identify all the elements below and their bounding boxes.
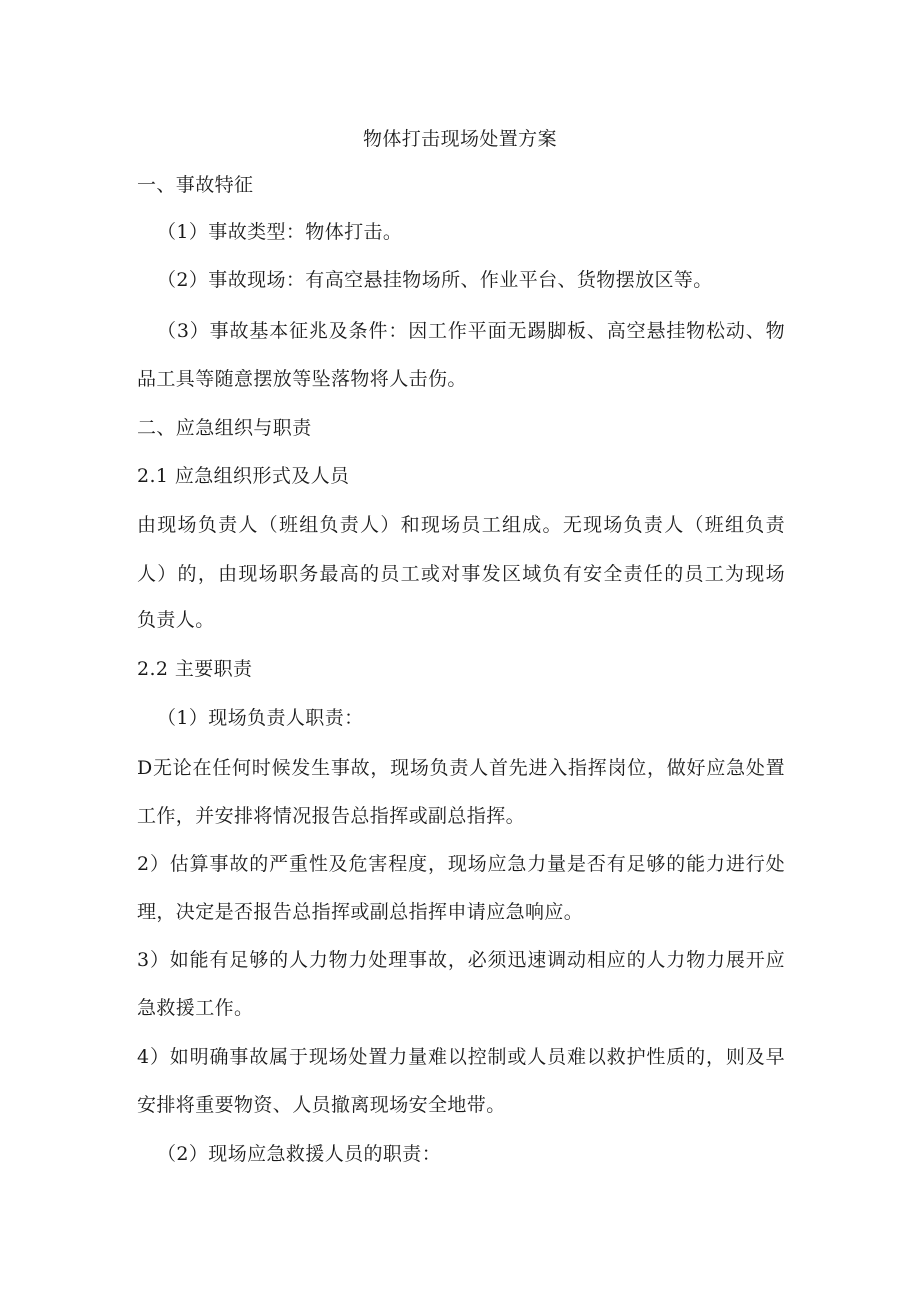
- duty-item-3-line1: 3）如能有足够的人力物力处理事故，必须迅速调动相应的人力物力展开应: [137, 949, 785, 971]
- section-heading-accident-features: 一、事故特征: [137, 174, 254, 196]
- paragraph-organization-line1: 由现场负责人（班组负责人）和现场员工组成。无现场负责人（班组负责: [137, 514, 785, 536]
- subheading-leader-duties: （1）现场负责人职责：: [157, 707, 364, 729]
- document-title: 物体打击现场处置方案: [362, 128, 557, 150]
- subheading-main-duties: 2.2 主要职责: [137, 658, 253, 680]
- duty-item-4-line2: 安排将重要物资、人员撤离现场安全地带。: [137, 1094, 506, 1116]
- duty-item-1-line1: D无论在任何时候发生事故，现场负责人首先进入指挥岗位，做好应急处置: [137, 757, 785, 779]
- duty-item-1-line2: 工作，并安排将情况报告总指挥或副总指挥。: [137, 805, 526, 827]
- paragraph-organization-line2: 人）的，由现场职务最高的员工或对事发区域负有安全责任的员工为现场: [137, 563, 785, 585]
- duty-item-3-line2: 急救援工作。: [137, 997, 254, 1019]
- subheading-organization-form: 2.1 应急组织形式及人员: [137, 465, 350, 487]
- duty-item-2-line2: 理，决定是否报告总指挥或副总指挥申请应急响应。: [137, 901, 584, 923]
- duty-item-4-line1: 4）如明确事故属于现场处置力量难以控制或人员难以救护性质的，则及早: [137, 1046, 785, 1068]
- subheading-rescuer-duties: （2）现场应急救援人员的职责：: [157, 1143, 442, 1165]
- duty-item-2-line1: 2）估算事故的严重性及危害程度，现场应急力量是否有足够的能力进行处: [137, 853, 785, 875]
- paragraph-accident-signs-line2: 品工具等随意摆放等坠落物将人击伤。: [137, 368, 467, 390]
- paragraph-accident-site: （2）事故现场：有高空悬挂物场所、作业平台、货物摆放区等。: [157, 269, 713, 291]
- paragraph-accident-signs-line1: （3）事故基本征兆及条件：因工作平面无踢脚板、高空悬挂物松动、物: [157, 320, 785, 342]
- paragraph-organization-line3: 负责人。: [137, 609, 215, 631]
- section-heading-organization-duties: 二、应急组织与职责: [137, 417, 312, 439]
- paragraph-accident-type: （1）事故类型：物体打击。: [157, 221, 403, 243]
